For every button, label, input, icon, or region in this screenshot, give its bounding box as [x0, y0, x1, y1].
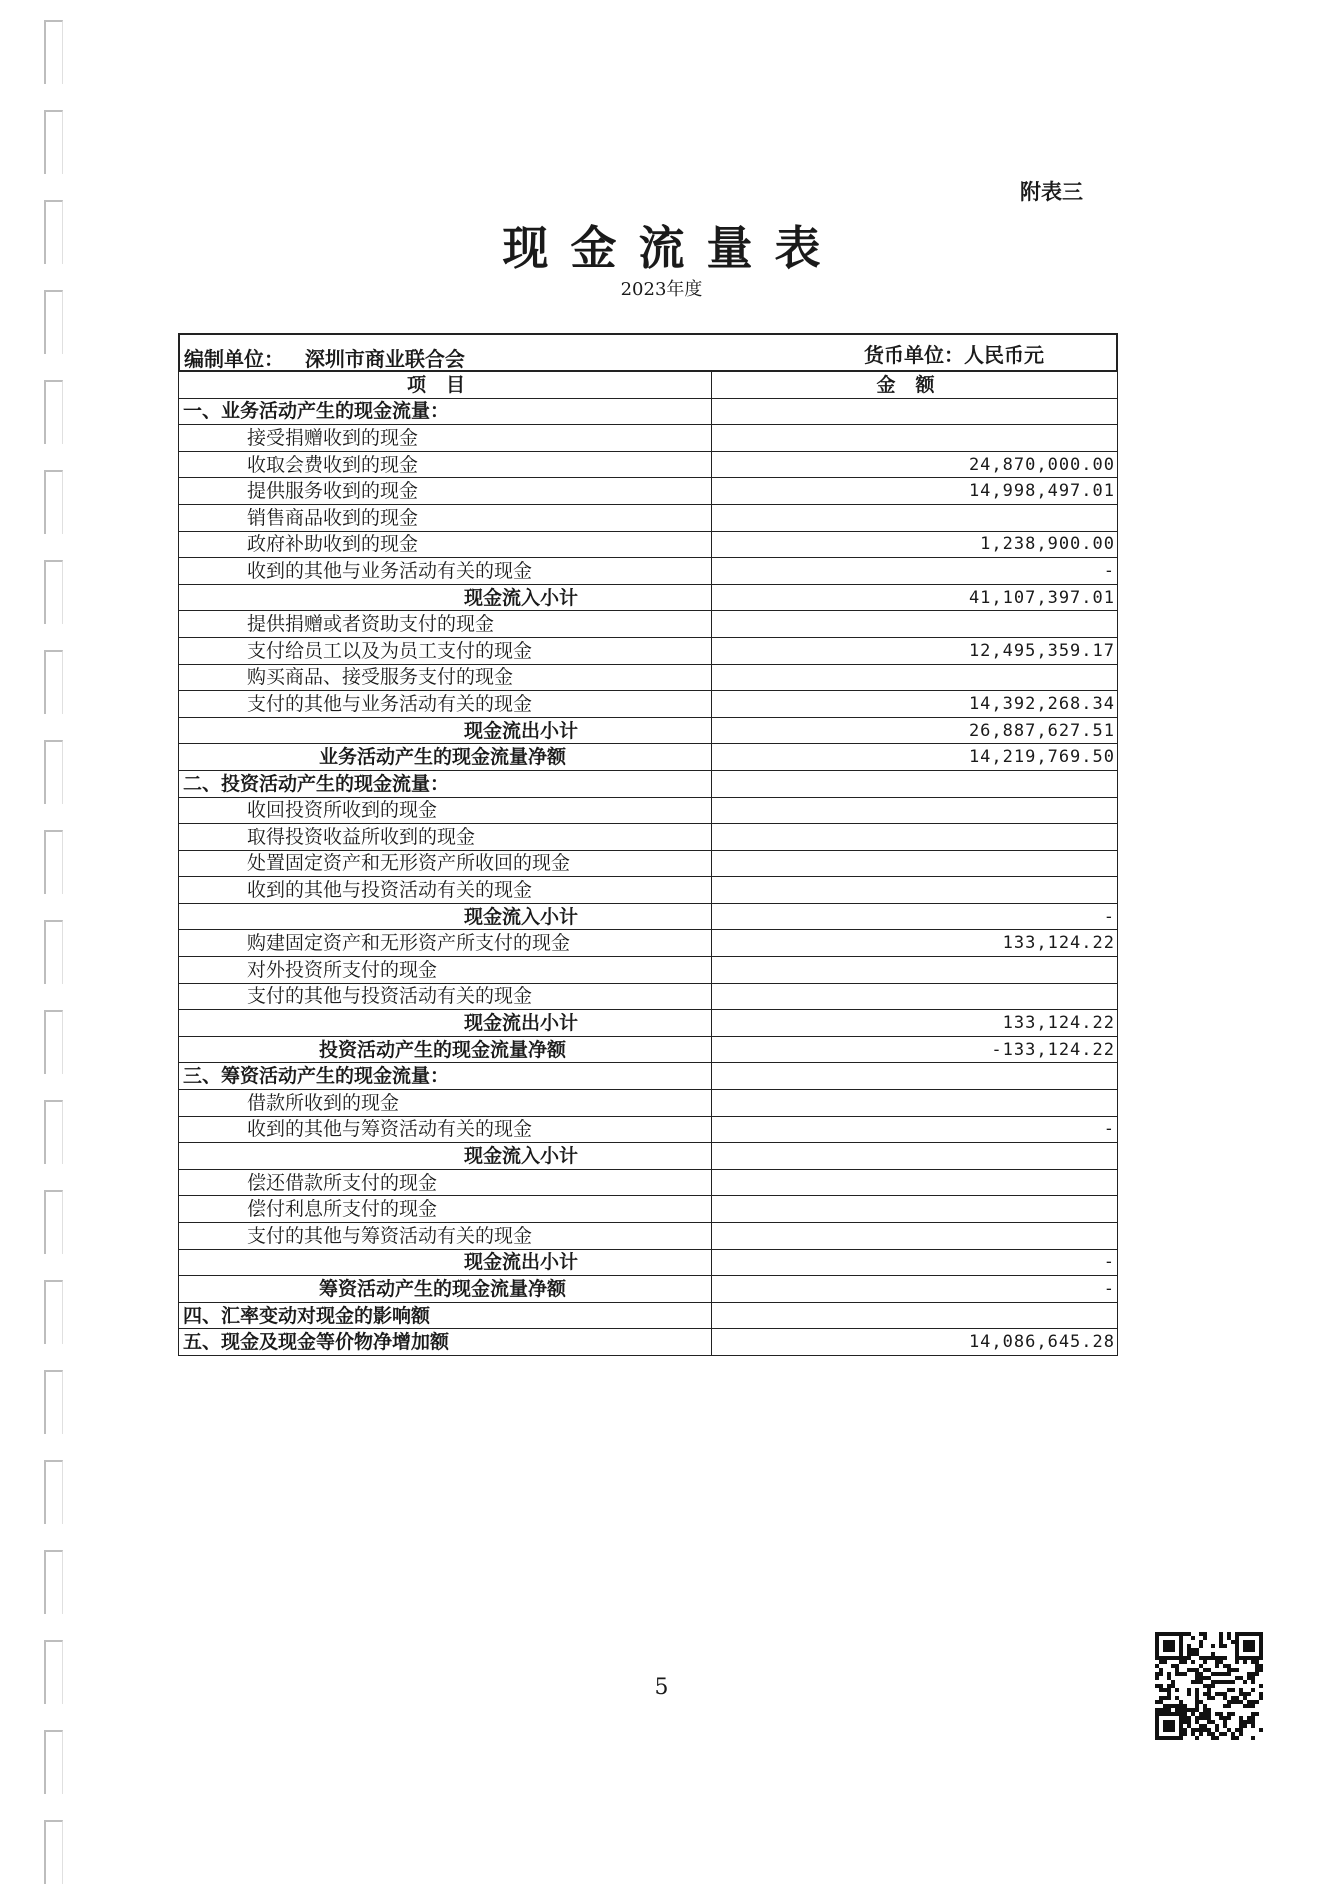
table-row	[179, 903, 1118, 930]
row-label: 现金流出小计	[179, 1249, 712, 1276]
row-label: 收到的其他与筹资活动有关的现金	[179, 1116, 712, 1143]
binding-hole-mark	[44, 560, 63, 624]
table-row	[179, 1143, 1118, 1170]
table-row	[179, 744, 1118, 771]
page-title: 现金流量表	[502, 221, 843, 275]
appendix-label: 附表三	[1020, 179, 1083, 204]
table-row	[179, 398, 1118, 425]
row-label: 接受捐赠收到的现金	[179, 425, 712, 452]
table-row	[179, 504, 1118, 531]
row-amount	[712, 1143, 1118, 1170]
row-label: 销售商品收到的现金	[179, 504, 712, 531]
table-row	[179, 850, 1118, 877]
table-row	[179, 1116, 1118, 1143]
row-label: 现金流入小计	[179, 903, 712, 930]
binding-hole-mark	[44, 380, 63, 444]
row-label: 提供服务收到的现金	[179, 478, 712, 505]
table-row	[179, 824, 1118, 851]
row-amount: 41,107,397.01	[712, 584, 1118, 611]
table-row	[179, 877, 1118, 904]
column-header-item: 项目	[179, 372, 712, 399]
currency-unit: 货币单位：人民币元	[864, 343, 1044, 367]
row-amount	[712, 1223, 1118, 1250]
binding-hole-mark	[44, 1100, 63, 1164]
cash-flow-table	[178, 371, 1118, 1356]
table-row	[179, 797, 1118, 824]
table-row	[179, 1276, 1118, 1303]
row-label: 购买商品、接受服务支付的现金	[179, 664, 712, 691]
table-row	[179, 770, 1118, 797]
table-row	[179, 1063, 1118, 1090]
row-amount	[712, 797, 1118, 824]
row-amount: 133,124.22	[712, 1010, 1118, 1037]
table-row	[179, 531, 1118, 558]
row-label: 二、投资活动产生的现金流量：	[179, 770, 712, 797]
row-amount: 133,124.22	[712, 930, 1118, 957]
table-row	[179, 611, 1118, 638]
row-amount: 14,219,769.50	[712, 744, 1118, 771]
row-amount	[712, 611, 1118, 638]
row-amount: -	[712, 1116, 1118, 1143]
table-row	[179, 1196, 1118, 1223]
row-label: 偿付利息所支付的现金	[179, 1196, 712, 1223]
row-amount: 14,392,268.34	[712, 691, 1118, 718]
cash-flow-statement	[178, 333, 1118, 1356]
row-amount	[712, 664, 1118, 691]
row-amount	[712, 983, 1118, 1010]
row-amount: 12,495,359.17	[712, 637, 1118, 664]
row-amount: -	[712, 1276, 1118, 1303]
binding-hole-mark	[44, 1550, 63, 1614]
row-label: 三、筹资活动产生的现金流量：	[179, 1063, 712, 1090]
row-label: 支付的其他与筹资活动有关的现金	[179, 1223, 712, 1250]
table-row	[179, 584, 1118, 611]
row-label: 借款所收到的现金	[179, 1090, 712, 1117]
binding-hole-mark	[44, 1460, 63, 1524]
binding-hole-mark	[44, 740, 63, 804]
row-label: 对外投资所支付的现金	[179, 957, 712, 984]
row-label: 业务活动产生的现金流量净额	[179, 744, 712, 771]
table-row	[179, 1169, 1118, 1196]
table-row	[179, 1302, 1118, 1329]
table-row	[179, 637, 1118, 664]
row-amount	[712, 1169, 1118, 1196]
row-amount	[712, 398, 1118, 425]
row-amount: 14,086,645.28	[712, 1329, 1118, 1356]
table-row	[179, 717, 1118, 744]
row-amount	[712, 1063, 1118, 1090]
binding-hole-mark	[44, 1190, 63, 1254]
row-label: 筹资活动产生的现金流量净额	[179, 1276, 712, 1303]
binding-hole-mark	[44, 1730, 63, 1794]
row-label: 现金流入小计	[179, 1143, 712, 1170]
table-row	[179, 664, 1118, 691]
binding-hole-mark	[44, 1820, 63, 1884]
table-row	[179, 1249, 1118, 1276]
binding-hole-mark	[44, 1010, 63, 1074]
row-label: 五、现金及现金等价物净增加额	[179, 1329, 712, 1356]
table-row	[179, 451, 1118, 478]
row-amount: -	[712, 903, 1118, 930]
row-label: 收到的其他与业务活动有关的现金	[179, 558, 712, 585]
row-amount	[712, 1090, 1118, 1117]
row-amount	[712, 877, 1118, 904]
column-header-amount: 金额	[712, 372, 1118, 399]
table-row	[179, 558, 1118, 585]
row-amount: 1,238,900.00	[712, 531, 1118, 558]
row-amount	[712, 1302, 1118, 1329]
row-label: 提供捐赠或者资助支付的现金	[179, 611, 712, 638]
row-amount	[712, 504, 1118, 531]
table-row	[179, 983, 1118, 1010]
row-label: 一、业务活动产生的现金流量：	[179, 398, 712, 425]
row-amount	[712, 1196, 1118, 1223]
row-label: 收回投资所收到的现金	[179, 797, 712, 824]
table-row	[179, 930, 1118, 957]
preparer-unit	[180, 335, 714, 370]
binding-hole-mark	[44, 470, 63, 534]
row-amount: 26,887,627.51	[712, 717, 1118, 744]
row-amount	[712, 850, 1118, 877]
row-label: 收到的其他与投资活动有关的现金	[179, 877, 712, 904]
unit-label: 编制单位：	[184, 347, 284, 371]
table-row	[179, 1090, 1118, 1117]
table-row	[179, 1010, 1118, 1037]
row-label: 支付的其他与业务活动有关的现金	[179, 691, 712, 718]
row-label: 收取会费收到的现金	[179, 451, 712, 478]
row-amount	[712, 770, 1118, 797]
binding-hole-mark	[44, 920, 63, 984]
row-amount: -133,124.22	[712, 1036, 1118, 1063]
binding-hole-mark	[44, 110, 63, 174]
binding-hole-mark	[44, 20, 63, 84]
row-amount: -	[712, 558, 1118, 585]
unit-value: 深圳市商业联合会	[304, 347, 465, 371]
page-number: 5	[654, 1675, 669, 1700]
row-label: 支付给员工以及为员工支付的现金	[179, 637, 712, 664]
row-label: 偿还借款所支付的现金	[179, 1169, 712, 1196]
binding-hole-mark	[44, 650, 63, 714]
table-row	[179, 691, 1118, 718]
row-label: 现金流出小计	[179, 1010, 712, 1037]
statement-header	[178, 333, 1118, 371]
row-label: 现金流出小计	[179, 717, 712, 744]
row-amount	[712, 425, 1118, 452]
binding-hole-mark	[44, 830, 63, 894]
row-label: 政府补助收到的现金	[179, 531, 712, 558]
row-label: 投资活动产生的现金流量净额	[179, 1036, 712, 1063]
report-year: 2023年度	[620, 279, 703, 300]
row-label: 支付的其他与投资活动有关的现金	[179, 983, 712, 1010]
table-row	[179, 425, 1118, 452]
table-row	[179, 1036, 1118, 1063]
binding-hole-mark	[44, 1280, 63, 1344]
row-amount	[712, 957, 1118, 984]
binding-hole-mark	[44, 1370, 63, 1434]
row-amount	[712, 824, 1118, 851]
row-label: 购建固定资产和无形资产所支付的现金	[179, 930, 712, 957]
qr-code-icon	[1155, 1632, 1263, 1740]
row-amount: -	[712, 1249, 1118, 1276]
table-row	[179, 1223, 1118, 1250]
row-label: 处置固定资产和无形资产所收回的现金	[179, 850, 712, 877]
row-label: 取得投资收益所收到的现金	[179, 824, 712, 851]
row-amount: 24,870,000.00	[712, 451, 1118, 478]
row-label: 现金流入小计	[179, 584, 712, 611]
table-row	[179, 1329, 1118, 1356]
row-label: 四、汇率变动对现金的影响额	[179, 1302, 712, 1329]
table-row	[179, 478, 1118, 505]
column-header-row	[179, 372, 1118, 399]
row-amount: 14,998,497.01	[712, 478, 1118, 505]
table-row	[179, 957, 1118, 984]
